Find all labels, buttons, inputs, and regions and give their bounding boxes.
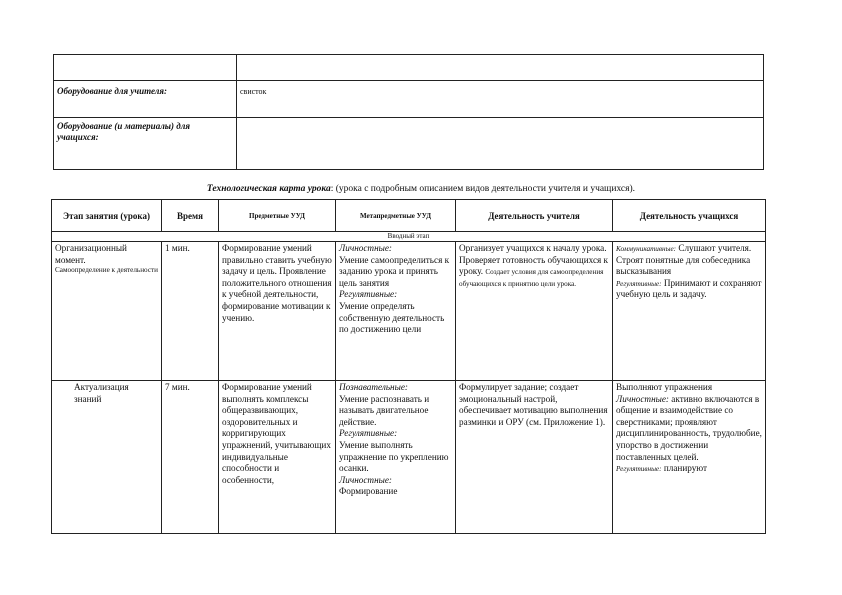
stage-label: Вводный этап (52, 232, 766, 242)
caption-rest: : (урока с подробным описанием видов деятельности учителя и учащихся). (330, 184, 636, 194)
teacher-small-text: Создает условия для самоопределения обучающихся к принятию цели урока. (459, 268, 604, 288)
meta-text: Умение определять собственную деятельность по достижению цели (339, 300, 445, 335)
table-row (52, 242, 766, 381)
teacher-cell (456, 242, 613, 381)
stage-cell (52, 242, 162, 381)
students-heading: Регулятивные: (616, 465, 662, 474)
students-text: планируют (663, 463, 708, 474)
students-cell (613, 381, 766, 534)
meta-heading: Познавательные: (339, 382, 408, 392)
meta-text: Умение распознавать и называть двигательное действие. (339, 393, 430, 427)
caption-title: Технологическая карта урока (206, 184, 331, 194)
teacher-cell: Формулирует задание; создает эмоциональный настрой, обеспечивает мотивацию выполнения разминки и ОРУ (см. Приложение 1). (456, 381, 613, 534)
meta-text: Формирование (339, 486, 398, 497)
header-meta: Метапредметные УУД (336, 200, 456, 232)
teacher-text: Организует учащихся к началу урока. Проверяет готовность обучающихся к уроку. (459, 243, 609, 277)
subject-cell: Формирование умений выполнять комплексы общеразвивающих, оздоровительных и корригирующих упражнений, учитывающих индивидуальные способности и особенности, (219, 381, 336, 534)
table-row (54, 118, 764, 170)
students-heading: Коммуникативные: (616, 245, 677, 253)
empty-cell (54, 55, 237, 81)
students-heading: Регулятивные: (616, 279, 662, 288)
student-equipment-label: Оборудование (и материалы) для учащихся: (54, 118, 237, 170)
meta-cell (336, 381, 456, 534)
header-students: Деятельность учащихся (613, 200, 766, 232)
students-text: Слушают учителя. Строят понятные для собеседника высказывания (616, 243, 752, 277)
table-row (54, 81, 764, 118)
students-text: Выполняют упражнения (616, 382, 713, 392)
meta-cell (336, 242, 456, 381)
meta-heading: Регулятивные: (339, 428, 398, 439)
students-text: активно включаются в общение и взаимодействие со сверстниками; проявляют дисциплинированность, трудолюбие, упорство в достижении поставленных целей. (616, 393, 762, 462)
students-heading: Личностные: (616, 393, 669, 404)
table-row (52, 381, 766, 534)
stage-sub: Самоопределение к деятельности (55, 266, 158, 275)
lesson-map-caption (0, 184, 842, 194)
meta-heading: Личностные: (339, 474, 392, 485)
time-cell: 7 мин. (162, 381, 219, 534)
equipment-table (53, 54, 764, 170)
students-cell (613, 242, 766, 381)
stage-main: Организационный момент. (55, 243, 127, 265)
teacher-equipment-value: свисток (237, 81, 764, 118)
table-row (54, 55, 764, 81)
header-time: Время (162, 200, 219, 232)
header-subject: Предметные УУД (219, 200, 336, 232)
stage-cell: Актуализация знаний (52, 381, 162, 534)
meta-text: Умение выполнять упражнение по укреплению осанки. (339, 439, 449, 474)
lesson-map-table (51, 199, 766, 534)
teacher-equipment-label: Оборудование для учителя: (54, 81, 237, 118)
header-row (52, 200, 766, 232)
header-stage: Этап занятия (урока) (52, 200, 162, 232)
students-text: Принимают и сохраняют учебную цель и задачу. (616, 277, 762, 300)
empty-cell (237, 55, 764, 81)
student-equipment-value (237, 118, 764, 170)
meta-text: Умение самоопределиться к заданию урока и принять цель занятия (339, 254, 450, 288)
meta-heading: Регулятивные: (339, 289, 398, 300)
header-teacher: Деятельность учителя (456, 200, 613, 232)
subject-cell: Формирование умений правильно ставить учебную задачу и цель. Проявление положительного отношения к учебной деятельности, формирование мотивации к учению. (219, 242, 336, 381)
meta-heading: Личностные: (339, 243, 392, 253)
stage-row (52, 232, 766, 242)
time-cell: 1 мин. (162, 242, 219, 381)
